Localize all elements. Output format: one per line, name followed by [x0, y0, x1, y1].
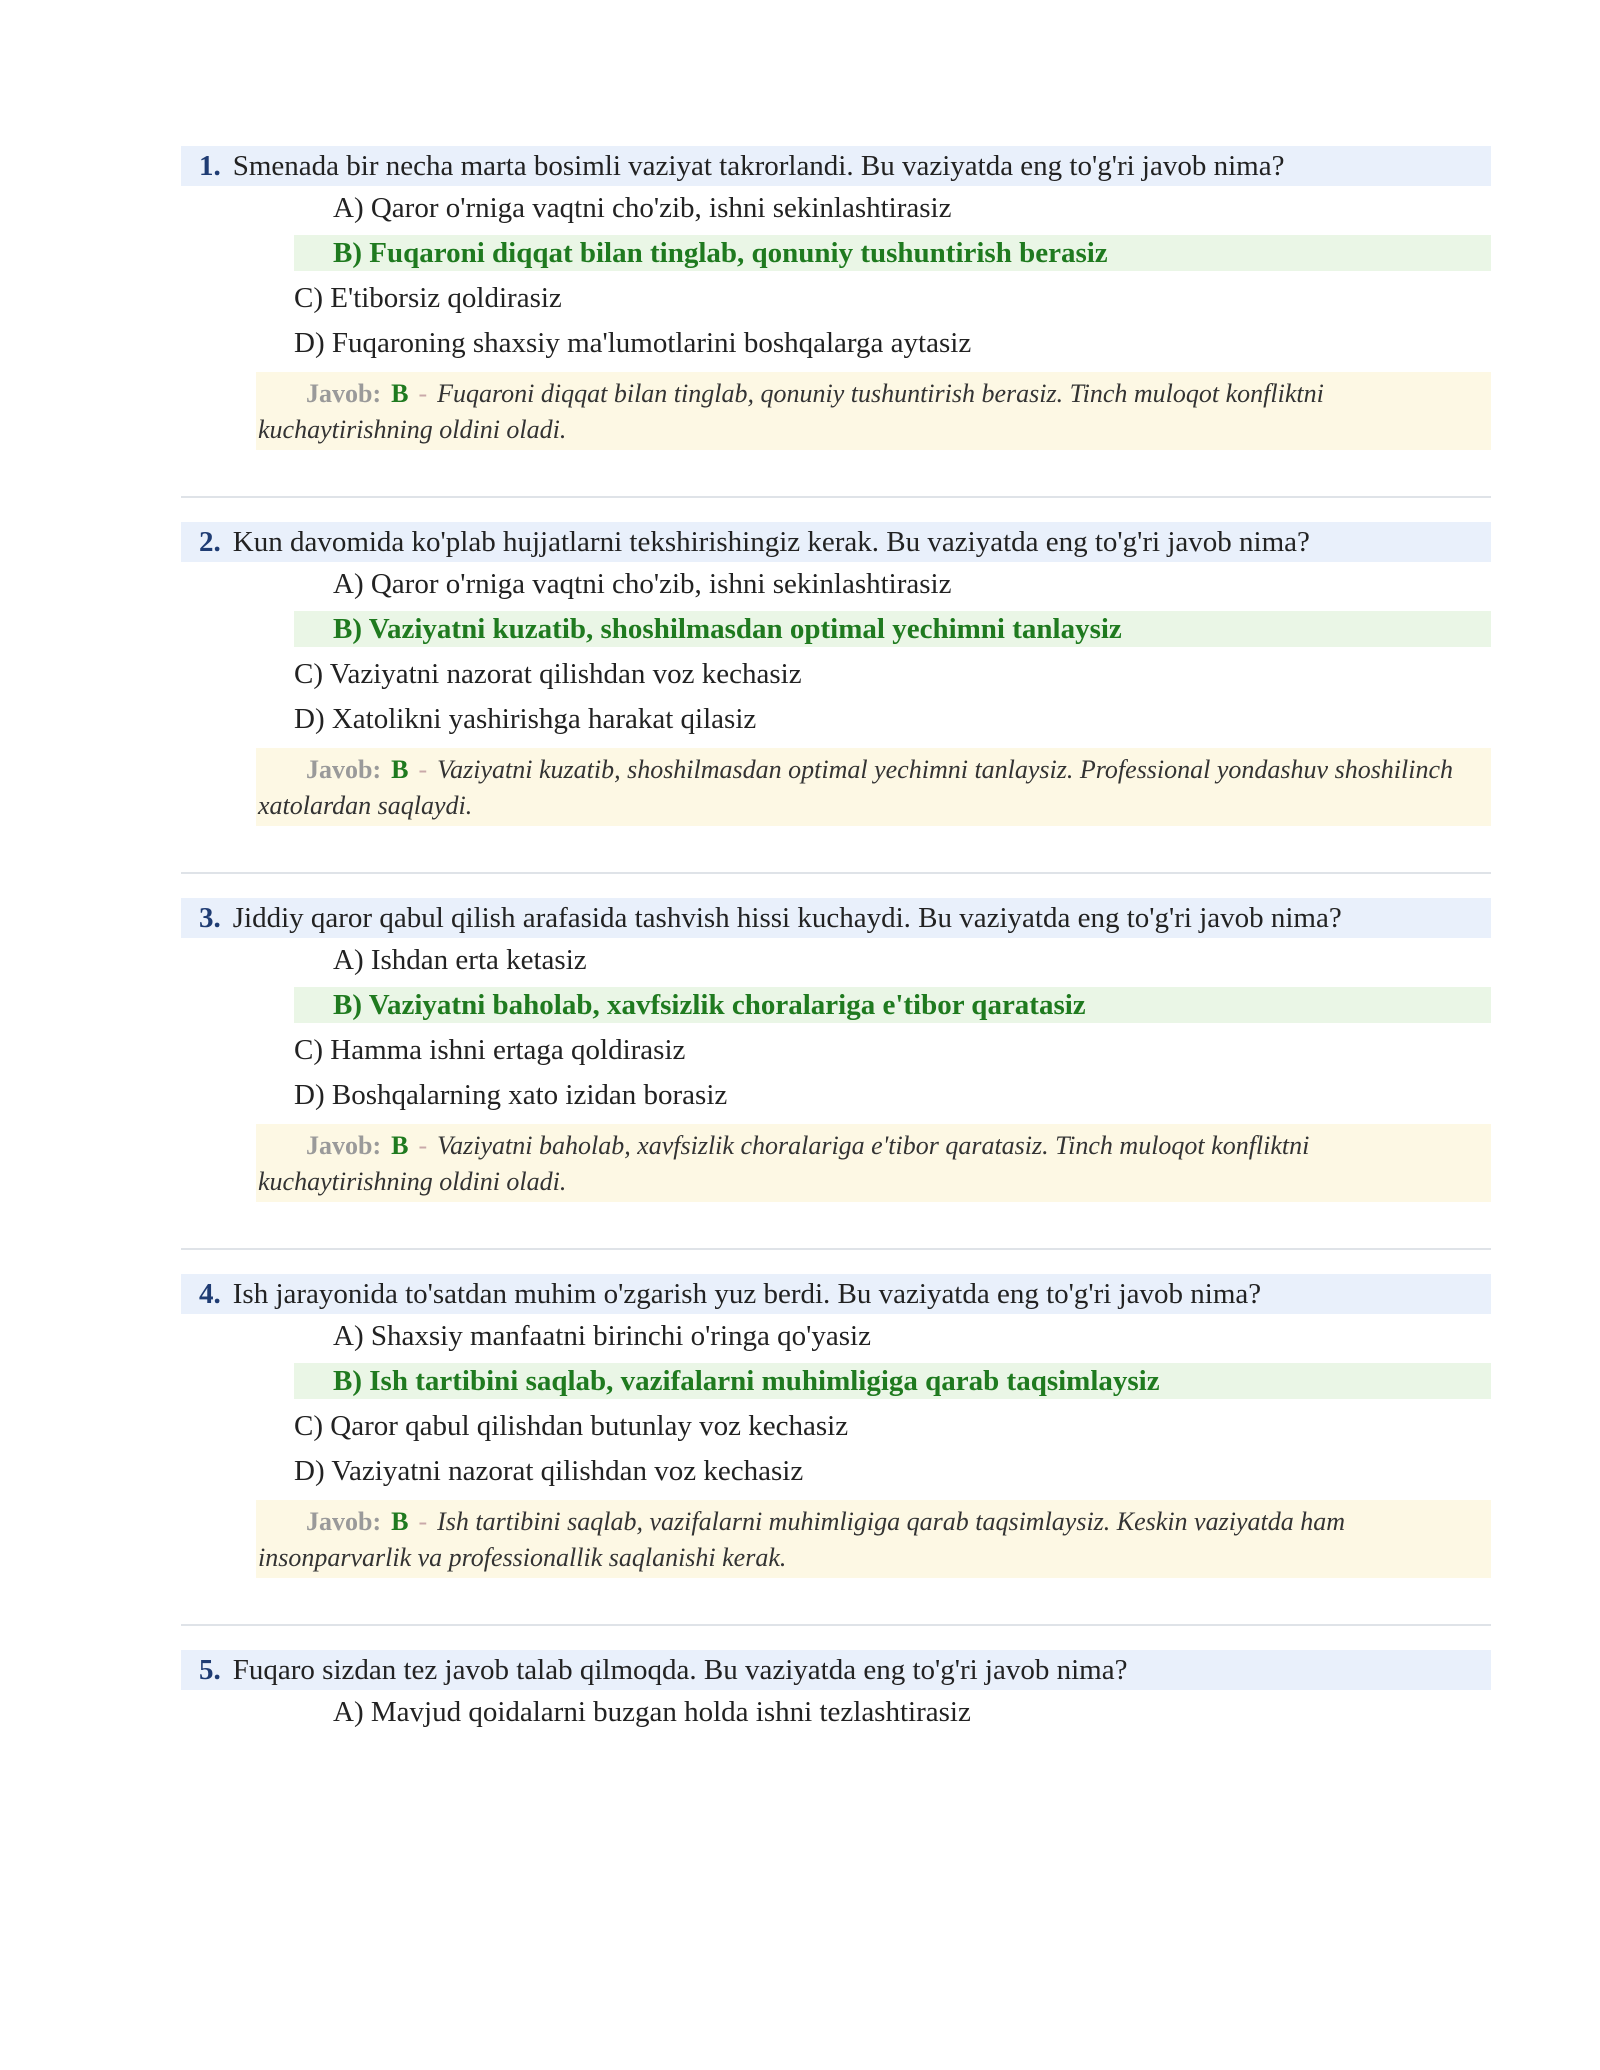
divider	[181, 1624, 1491, 1626]
option-b-correct: B) Ish tartibini saqlab, vazifalarni muhimligiga qarab taqsimlaysiz	[294, 1363, 1491, 1399]
answer-label: Javob:	[306, 1507, 382, 1536]
option-a: A) Mavjud qoidalarni buzgan holda ishni tezlashtirasiz	[333, 1696, 971, 1728]
question-header	[181, 1274, 1491, 1314]
answer-letter: B	[391, 379, 409, 408]
question-number: 2.	[199, 526, 221, 558]
option-a: A) Ishdan erta ketasiz	[333, 944, 587, 976]
option-b-correct: B) Fuqaroni diqqat bilan tinglab, qonuniy tushuntirish berasiz	[294, 235, 1491, 271]
option-a: A) Qaror o'rniga vaqtni cho'zib, ishni sekinlashtirasiz	[333, 192, 952, 224]
answer-label: Javob:	[306, 755, 382, 784]
option-c: C) E'tiborsiz qoldirasiz	[294, 282, 562, 314]
answer-label: Javob:	[306, 1131, 382, 1160]
answer-label: Javob:	[306, 379, 382, 408]
question-header	[181, 146, 1491, 186]
option-d: D) Vaziyatni nazorat qilishdan voz kechasiz	[294, 1455, 804, 1487]
option-d: D) Fuqaroning shaxsiy ma'lumotlarini boshqalarga aytasiz	[294, 327, 972, 359]
question-block-2	[181, 522, 1491, 898]
question-block-5	[181, 1650, 1491, 1735]
answer-explanation: Fuqaroni diqqat bilan tinglab, qonuniy tushuntirish berasiz. Tinch muloqot konfliktni kuchaytirishning oldini oladi.	[258, 379, 1324, 444]
answer-box	[256, 1500, 1491, 1578]
question-text: Smenada bir necha marta bosimli vaziyat takrorlandi. Bu vaziyatda eng to'g'ri javob nima?	[232, 150, 1285, 182]
answer-box	[256, 1124, 1491, 1202]
option-c: C) Vaziyatni nazorat qilishdan voz kechasiz	[294, 658, 802, 690]
answer-box	[256, 372, 1491, 450]
answer-letter: B	[391, 1507, 409, 1536]
divider	[181, 872, 1491, 874]
answer-dash: -	[418, 755, 428, 784]
option-c: C) Hamma ishni ertaga qoldirasiz	[294, 1034, 686, 1066]
option-a: A) Shaxsiy manfaatni birinchi o'ringa qo'yasiz	[333, 1320, 871, 1352]
question-text: Ish jarayonida to'satdan muhim o'zgarish yuz berdi. Bu vaziyatda eng to'g'ri javob nima?	[232, 1278, 1262, 1310]
question-header	[181, 522, 1491, 562]
question-block-3	[181, 898, 1491, 1274]
option-d: D) Boshqalarning xato izidan borasiz	[294, 1079, 728, 1111]
option-b-correct: B) Vaziyatni baholab, xavfsizlik choralariga e'tibor qaratasiz	[294, 987, 1491, 1023]
question-text: Jiddiy qaror qabul qilish arafasida tashvish hissi kuchaydi. Bu vaziyatda eng to'g'ri javob nima?	[232, 902, 1342, 934]
answer-dash: -	[418, 379, 428, 408]
question-number: 4.	[199, 1278, 221, 1310]
answer-explanation: Vaziyatni kuzatib, shoshilmasdan optimal yechimni tanlaysiz. Professional yondashuv shoshilinch xatolardan saqlaydi.	[258, 755, 1454, 820]
answer-explanation: Vaziyatni baholab, xavfsizlik choralariga e'tibor qaratasiz. Tinch muloqot konfliktni kuchaytirishning oldini oladi.	[258, 1131, 1310, 1196]
answer-box	[256, 748, 1491, 826]
option-a: A) Qaror o'rniga vaqtni cho'zib, ishni sekinlashtirasiz	[333, 568, 952, 600]
question-number: 3.	[199, 902, 221, 934]
question-header	[181, 898, 1491, 938]
option-b-correct: B) Vaziyatni kuzatib, shoshilmasdan optimal yechimni tanlaysiz	[294, 611, 1491, 647]
question-text: Kun davomida ko'plab hujjatlarni tekshirishingiz kerak. Bu vaziyatda eng to'g'ri javob nima?	[232, 526, 1310, 558]
question-header	[181, 1650, 1491, 1690]
question-number: 1.	[199, 150, 221, 182]
option-c: C) Qaror qabul qilishdan butunlay voz kechasiz	[294, 1410, 849, 1442]
divider	[181, 496, 1491, 498]
option-d: D) Xatolikni yashirishga harakat qilasiz	[294, 703, 757, 735]
divider	[181, 1248, 1491, 1250]
answer-explanation: Ish tartibini saqlab, vazifalarni muhimligiga qarab taqsimlaysiz. Keskin vaziyatda ham insonparvarlik va professionallik saqlanishi kerak.	[258, 1507, 1345, 1572]
answer-dash: -	[418, 1507, 428, 1536]
answer-letter: B	[391, 755, 409, 784]
question-number: 5.	[199, 1654, 221, 1686]
question-block-1	[181, 146, 1491, 522]
question-block-4	[181, 1274, 1491, 1650]
question-text: Fuqaro sizdan tez javob talab qilmoqda. Bu vaziyatda eng to'g'ri javob nima?	[232, 1654, 1128, 1686]
answer-dash: -	[418, 1131, 428, 1160]
quiz-page	[181, 146, 1491, 1735]
answer-letter: B	[391, 1131, 409, 1160]
